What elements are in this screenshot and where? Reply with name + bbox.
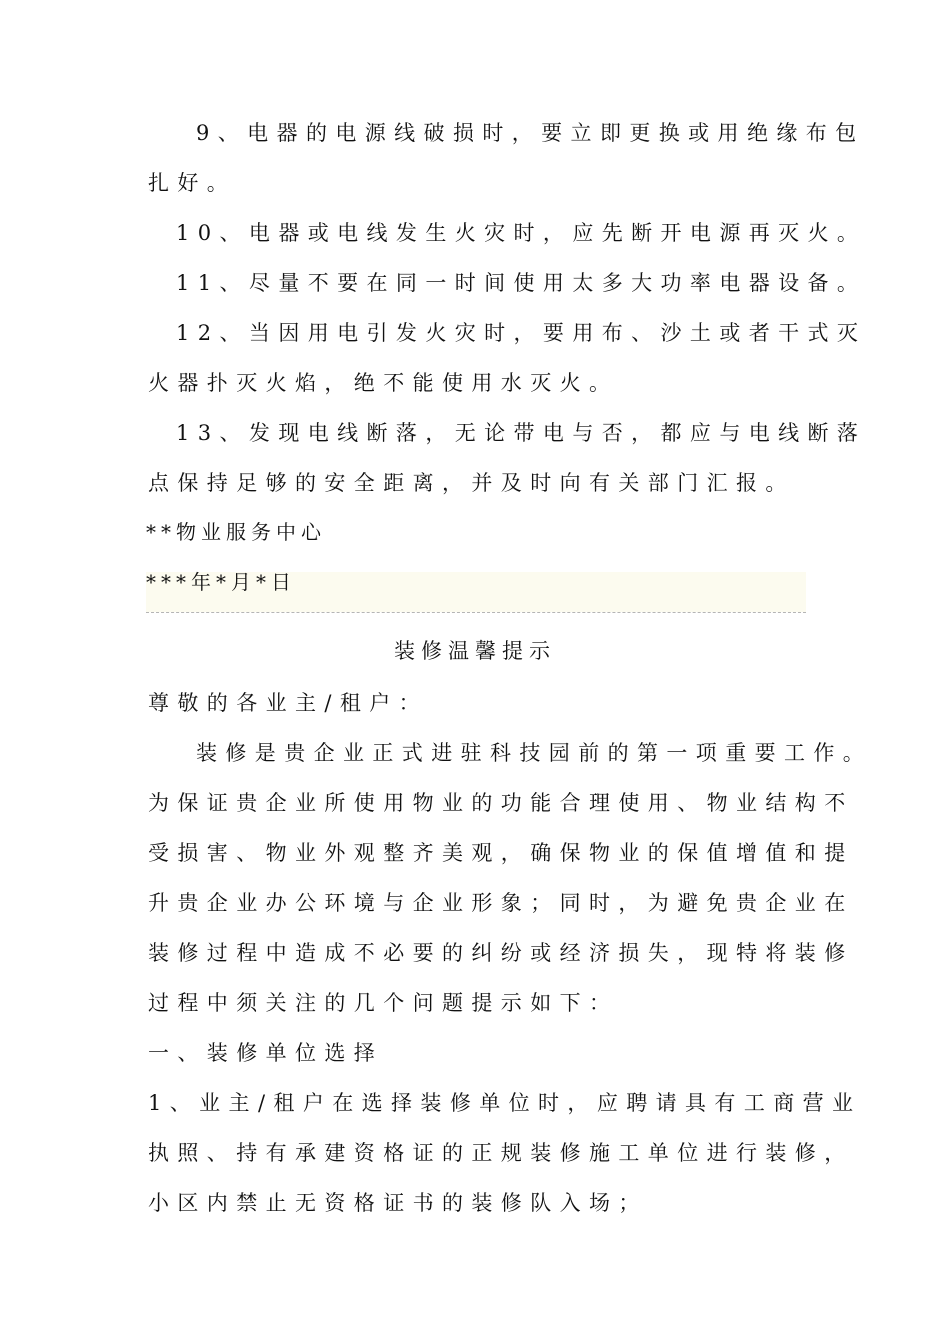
- item-13-line-1: 13、发现电线断落，无论带电与否，都应与电线断落: [176, 421, 867, 445]
- notice-title: 装修温馨提示: [394, 639, 556, 663]
- item-12-line-2: 火器扑灭火焰，绝不能使用水灭火。: [148, 371, 619, 395]
- item-9-line-1: 9、电器的电源线破损时，要立即更换或用绝缘布包: [196, 121, 865, 145]
- section-item-line: 小区内禁止无资格证书的装修队入场；: [148, 1191, 648, 1215]
- item-11: 11、尽量不要在同一时间使用太多大功率电器设备。: [176, 271, 867, 295]
- section-heading: 一、装修单位选择: [148, 1041, 384, 1065]
- signature: **物业服务中心: [146, 520, 326, 544]
- item-10: 10、电器或电线发生火灾时，应先断开电源再灭火。: [176, 221, 867, 245]
- item-12-line-1: 12、当因用电引发火灾时，要用布、沙土或者干式灭: [176, 321, 867, 345]
- date: ***年*月*日: [146, 570, 296, 594]
- item-13-line-2: 点保持足够的安全距离，并及时向有关部门汇报。: [148, 471, 795, 495]
- section-item-line: 1、业主/租户在选择装修单位时，应聘请具有工商营业: [148, 1091, 862, 1115]
- intro-line: 为保证贵企业所使用物业的功能合理使用、物业结构不: [148, 791, 854, 815]
- intro-line: 过程中须关注的几个问题提示如下：: [148, 991, 619, 1015]
- intro-line: 装修过程中造成不必要的纠纷或经济损失，现特将装修: [148, 941, 854, 965]
- intro-line: 装修是贵企业正式进驻科技园前的第一项重要工作。: [196, 741, 873, 765]
- intro-line: 升贵企业办公环境与企业形象；同时，为避免贵企业在: [148, 891, 854, 915]
- page-divider: [146, 612, 806, 613]
- intro-line: 受损害、物业外观整齐美观，确保物业的保值增值和提: [148, 841, 854, 865]
- salutation: 尊敬的各业主/租户：: [148, 691, 429, 715]
- section-item-line: 执照、持有承建资格证的正规装修施工单位进行装修，: [148, 1141, 854, 1165]
- item-9-line-2: 扎好。: [148, 171, 237, 195]
